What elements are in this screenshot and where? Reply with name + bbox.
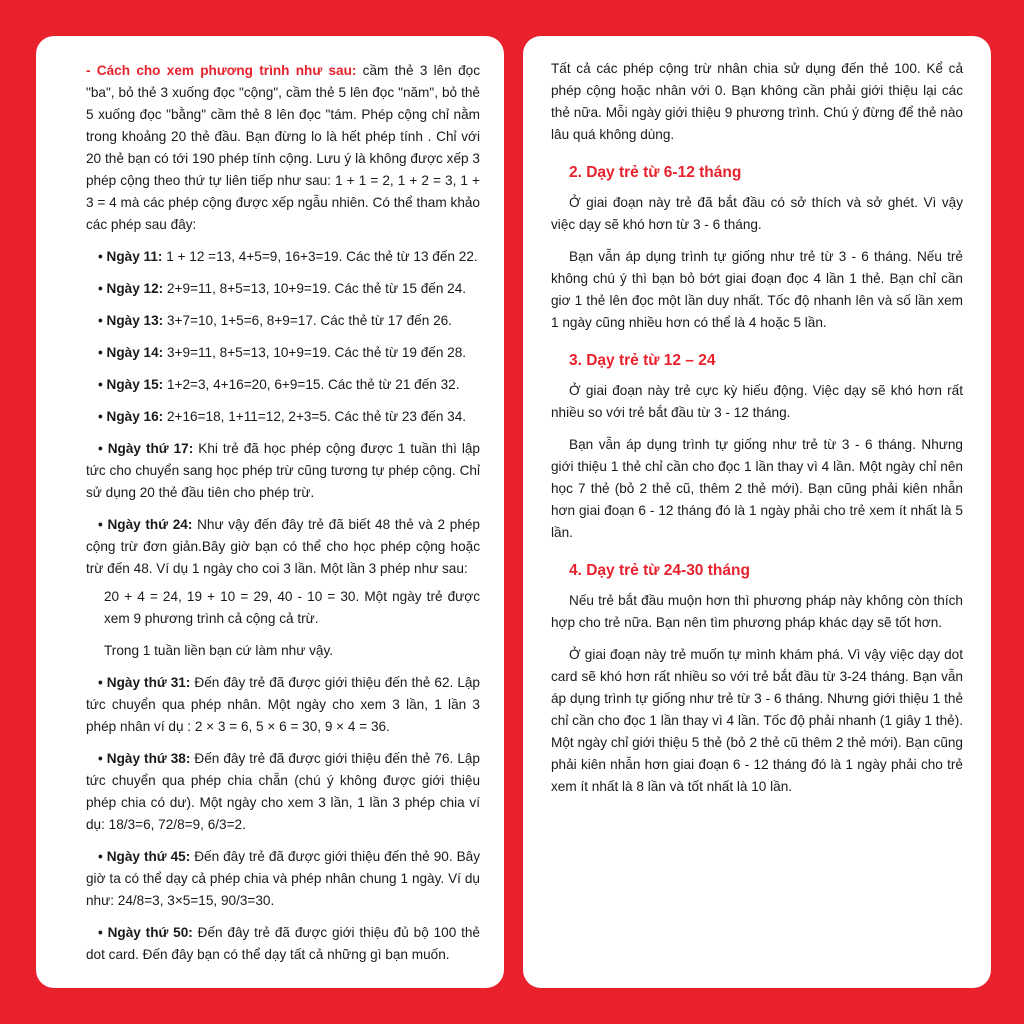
day-17: [86, 438, 480, 504]
week-text: Trong 1 tuần liền bạn cứ làm như vậy.: [104, 643, 334, 658]
day-24: [86, 514, 480, 580]
day-label: • Ngày thứ 50:: [98, 925, 193, 940]
day-label: • Ngày 12:: [98, 281, 164, 296]
day-16: [86, 406, 480, 428]
day-text: Đến đây trẻ đã được giới thiệu đến thẻ 90. Bây giờ ta có thể dạy cả phép chia và phép nhân chung 1 ngày. Ví dụ như: 24/8=3, 3×5=15, 90/3=30.: [86, 849, 480, 908]
day-text: Đến đây trẻ đã được giới thiệu đến thẻ 76. Lập tức chuyển qua phép chia chẵn (chú ý không được giới thiệu phép chia có dư). Một ngày cho xem 3 lần, 1 lần 3 phép chia ví dụ: 18/3=6, 72/8=9, 6/3=2.: [86, 751, 480, 832]
day-label: • Ngày 15:: [98, 377, 164, 392]
intro-text: cầm thẻ 3 lên đọc "ba", bỏ thẻ 3 xuống đọc "cộng", cầm thẻ 5 lên đọc "năm", bỏ thẻ 5 xuống đọc "bằng" cầm thẻ 8 lên đọc "tám. Phép cộng chỉ nằm trong khoảng 20 thẻ đầu. Bạn đừng lo là hết phép tính . Chỉ với 20 thẻ bạn có tới 190 phép tính cộng. Lưu ý là không được xếp 3 phép cộng theo thứ tự liên tiếp như sau: 1 + 1 = 2, 1 + 2 = 3, 1 + 3 = 4 mà các phép cộng được xếp ngẫu nhiên. Có thể tham khảo các phép sau đây:: [86, 63, 480, 232]
day-text: Đến đây trẻ đã được giới thiệu đến thẻ 62. Lập tức chuyển qua phép nhân. Một ngày cho xem 3 lần, 1 lần 3 phép nhân ví dụ : 2 × 3 = 6, 5 × 6 = 30, 9 × 4 = 36.: [86, 675, 480, 734]
section-paragraph: Bạn vẫn áp dụng trình tự giống như trẻ từ 3 - 6 tháng. Nếu trẻ không chú ý thì bạn bỏ bớt giai đoạn đọc 4 lần 1 thẻ. Bạn chỉ cần giơ 1 thẻ lên đọc một lần duy nhất. Tốc độ nhanh lên và số lần xem 1 ngày cũng nhiều hơn có thể là 4 hoặc 5 lần.: [551, 249, 963, 330]
intro-heading: - Cách cho xem phương trình như sau:: [86, 63, 357, 78]
day-text: 2+16=18, 1+11=12, 2+3=5. Các thẻ từ 23 đến 34.: [163, 409, 467, 424]
left-page: [36, 36, 504, 988]
section-paragraph: Bạn vẫn áp dụng trình tự giống như trẻ từ 3 - 6 tháng. Nhưng giới thiệu 1 thẻ chỉ cần cho đọc 1 lần thay vì 4 lần. Một ngày chỉ nên học 7 thẻ (bỏ 2 thẻ cũ, thêm 2 thẻ mới). Bạn cũng phải kiên nhẫn hơn giai đoạn 6 - 12 tháng đó là 1 ngày phải cho trẻ xem ít nhất là 5 lần.: [551, 437, 963, 540]
day-45: [86, 846, 480, 912]
day-text: 1 + 12 =13, 4+5=9, 16+3=19. Các thẻ từ 13 đến 22.: [162, 249, 478, 264]
day-15: [86, 374, 480, 396]
section-heading-6-12: 2. Dạy trẻ từ 6-12 tháng: [569, 164, 742, 181]
day-label: • Ngày thứ 17:: [98, 441, 194, 456]
section-heading-12-24: 3. Dạy trẻ từ 12 – 24: [569, 352, 716, 369]
day-14: [86, 342, 480, 364]
day-label: • Ngày thứ 45:: [98, 849, 191, 864]
day-label: • Ngày thứ 31:: [98, 675, 191, 690]
day-12: [86, 278, 480, 300]
section-paragraph: Ở giai đoạn này trẻ muốn tự mình khám phá. Vì vậy việc dạy dot card sẽ khó hơn rất nhiều so với trẻ bắt đầu từ 3-24 tháng. Bạn vẫn áp dụng trình tự giống như trẻ từ 3 - 6 tháng. Nhưng giới thiệu 1 thẻ chỉ cần cho đọc 1 lần thay vì 4 lần. Tốc độ phải nhanh (1 giây 1 thẻ). Một ngày chỉ giới thiệu 5 thẻ (bỏ 2 thẻ cũ thêm 2 thẻ mới). Bạn cũng phải kiên nhẫn hơn giai đoạn 6 - 12 tháng đó là 1 ngày phải cho trẻ xem ít nhất là 8 lần và tốt nhất là 10 lần.: [551, 647, 963, 794]
day-38: [86, 748, 480, 836]
section-paragraph: Nếu trẻ bắt đầu muộn hơn thì phương pháp này không còn thích hợp cho trẻ nữa. Bạn nên tìm phương pháp khác dạy sẽ tốt hơn.: [551, 593, 963, 630]
section-paragraph: Ở giai đoạn này trẻ đã bắt đầu có sở thích và sở ghét. Vì vậy việc dạy sẽ khó hơn từ 3 - 6 tháng.: [551, 195, 963, 232]
right-page: [523, 36, 991, 988]
day-31: [86, 672, 480, 738]
day-label: • Ngày 16:: [98, 409, 164, 424]
day-text: Khi trẻ đã học phép cộng được 1 tuần thì lập tức cho chuyển sang học phép trừ cũng tương tự phép cộng. Chỉ sử dụng 20 thẻ đầu tiên cho phép trừ.: [86, 441, 480, 500]
day-text: 3+9=11, 8+5=13, 10+9=19. Các thẻ từ 19 đến 28.: [163, 345, 467, 360]
intro-paragraph: [86, 60, 480, 236]
day-text: 1+2=3, 4+16=20, 6+9=15. Các thẻ từ 21 đến 32.: [163, 377, 460, 392]
day-24-example: 20 + 4 = 24, 19 + 10 = 29, 40 - 10 = 30. Một ngày trẻ được xem 9 phương trình cả cộng cả trừ.: [104, 589, 480, 626]
day-11: [86, 246, 480, 268]
day-text: Đến đây trẻ đã được giới thiệu đủ bộ 100 thẻ dot card. Đến đây bạn có thể dạy tất cả những gì bạn muốn.: [86, 925, 480, 962]
day-13: [86, 310, 480, 332]
continued-text: Tất cả các phép cộng trừ nhân chia sử dụng đến thẻ 100. Kể cả phép cộng hoặc nhân với 0. Bạn không cần phải giới thiệu lại các thẻ nữa. Mỗi ngày giới thiệu 9 phương trình. Chú ý đừng để thẻ nào lâu quá không dùng.: [551, 61, 963, 142]
day-label: • Ngày 13:: [98, 313, 164, 328]
day-label: • Ngày 14:: [98, 345, 164, 360]
day-text: Như vậy đến đây trẻ đã biết 48 thẻ và 2 phép cộng trừ đơn giản.Bây giờ bạn có thể cho học phép cộng hoặc trừ đến 48. Ví dụ 1 ngày cho coi 3 lần. Một lần 3 phép như sau:: [86, 517, 480, 576]
day-50: [86, 922, 480, 966]
day-text: 2+9=11, 8+5=13, 10+9=19. Các thẻ từ 15 đến 24.: [163, 281, 467, 296]
day-label: • Ngày thứ 24:: [98, 517, 193, 532]
section-heading-24-30: 4. Dạy trẻ từ 24-30 tháng: [569, 562, 750, 579]
day-text: 3+7=10, 1+5=6, 8+9=17. Các thẻ từ 17 đến 26.: [163, 313, 452, 328]
day-label: • Ngày thứ 38:: [98, 751, 191, 766]
section-paragraph: Ở giai đoạn này trẻ cực kỳ hiếu động. Việc dạy sẽ khó hơn rất nhiều so với trẻ bắt đầu từ 3 - 12 tháng.: [551, 383, 963, 420]
day-label: • Ngày 11:: [98, 249, 163, 264]
